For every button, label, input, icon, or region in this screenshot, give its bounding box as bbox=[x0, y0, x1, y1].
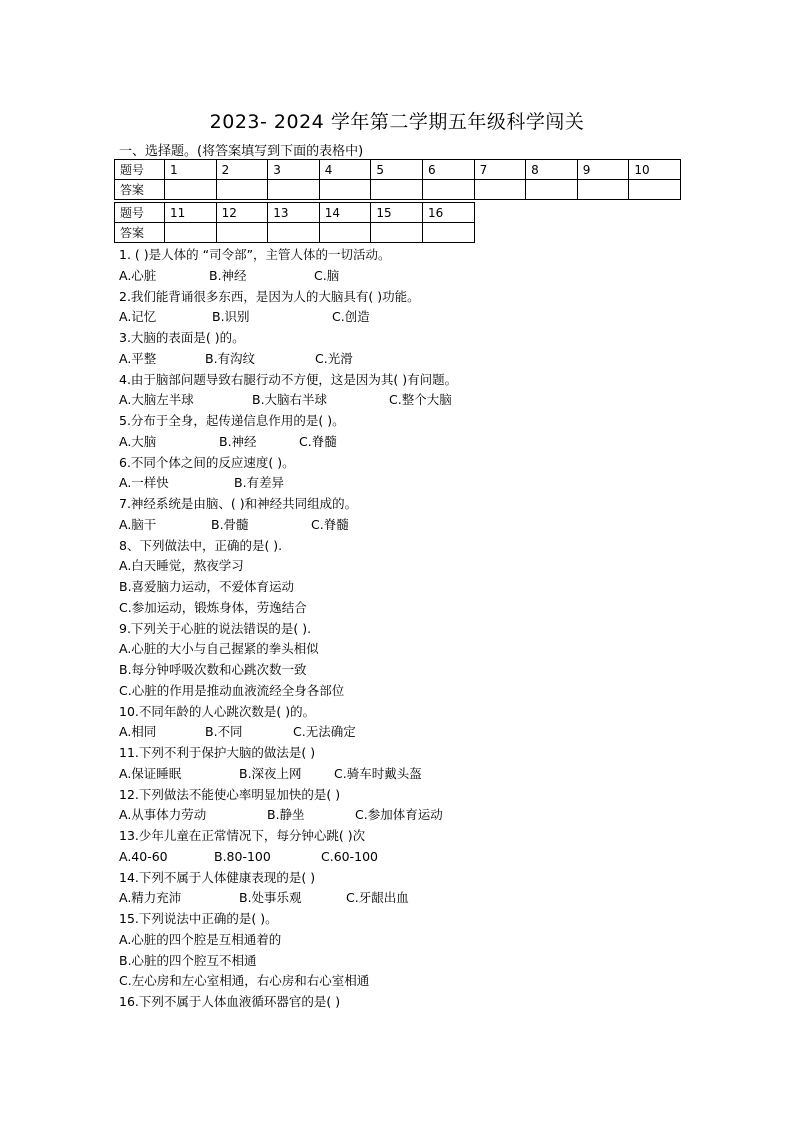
option-item[interactable]: C.脑 bbox=[314, 267, 340, 283]
answer-grid-2 bbox=[114, 202, 475, 243]
option-row bbox=[119, 307, 759, 328]
option-item[interactable]: A.记忆 bbox=[119, 309, 157, 325]
option-row bbox=[119, 888, 759, 909]
grid-answer-cell[interactable] bbox=[319, 180, 371, 200]
option-row bbox=[119, 764, 759, 785]
option-item[interactable]: A.40-60 bbox=[119, 848, 168, 864]
grid-answer-cell[interactable] bbox=[268, 223, 320, 243]
option-item[interactable]: C.心脏的作用是推动血液流经全身各部位 bbox=[119, 682, 345, 698]
grid-number-cell: 10 bbox=[629, 160, 681, 180]
option-item[interactable]: A.心脏 bbox=[119, 267, 157, 283]
option-item[interactable]: B.神经 bbox=[219, 433, 257, 449]
grid-answer-cell[interactable] bbox=[526, 180, 578, 200]
option-item[interactable]: B.识别 bbox=[212, 309, 250, 325]
option-item[interactable]: B.心脏的四个腔互不相通 bbox=[119, 952, 257, 968]
grid-answer-cell[interactable] bbox=[268, 180, 320, 200]
option-item[interactable]: C.脊髓 bbox=[299, 433, 337, 449]
question-text: 2.我们能背诵很多东西，是因为人的大脑具有( )功能。 bbox=[119, 288, 420, 304]
question-text: 11.下列不利于保护大脑的做法是( ) bbox=[119, 745, 316, 760]
page-title: 2023- 2024 学年第二学期五年级科学闯关 bbox=[209, 111, 585, 133]
grid-row-numbers bbox=[115, 160, 681, 180]
grid-number-cell: 7 bbox=[474, 160, 526, 180]
grid-label-number: 题号 bbox=[115, 203, 165, 223]
question-text: 16.下列不属于人体血液循环器官的是( ) bbox=[119, 994, 341, 1009]
grid-row-numbers bbox=[115, 203, 475, 223]
option-item[interactable]: A.心脏的四个腔是互相通着的 bbox=[119, 931, 282, 947]
grid-answer-cell[interactable] bbox=[165, 223, 217, 243]
question-text: 8、下列做法中，正确的是( ). bbox=[119, 537, 283, 553]
option-item[interactable]: B.有差异 bbox=[234, 475, 285, 491]
option-item[interactable]: B.喜爱脑力运动，不爱体育运动 bbox=[119, 579, 295, 594]
option-item[interactable]: C.光滑 bbox=[315, 350, 353, 366]
grid-number-cell: 14 bbox=[319, 203, 371, 223]
grid-label-number: 题号 bbox=[115, 160, 165, 180]
question-text: 15.下列说法中正确的是( )。 bbox=[119, 911, 278, 926]
question-text: 7.神经系统是由脑、( )和神经共同组成的。 bbox=[119, 496, 358, 511]
option-row bbox=[119, 349, 759, 370]
grid-number-cell: 12 bbox=[216, 203, 268, 223]
question-text: 5.分布于全身，起传递信息作用的是( )。 bbox=[119, 413, 345, 428]
option-row bbox=[119, 390, 759, 411]
question-text: 4.由于脑部问题导致右腿行动不方便，这是因为其( )有问题。 bbox=[119, 371, 458, 387]
option-item[interactable]: B.80-100 bbox=[214, 848, 271, 864]
option-item[interactable]: B.不同 bbox=[205, 724, 243, 740]
question-text: 14.下列不属于人体健康表现的是( ) bbox=[119, 869, 316, 885]
grid-number-cell: 8 bbox=[526, 160, 578, 180]
option-item[interactable]: C.脊髓 bbox=[311, 516, 349, 532]
grid-label-answer: 答案 bbox=[115, 223, 165, 243]
question-text: 10.不同年龄的人心跳次数是( )的。 bbox=[119, 703, 316, 719]
grid-answer-cell[interactable] bbox=[165, 180, 217, 200]
question-text: 3.大脑的表面是( )的。 bbox=[119, 330, 245, 345]
grid-number-cell: 4 bbox=[319, 160, 371, 180]
option-item[interactable]: C.60-100 bbox=[321, 848, 378, 864]
option-item[interactable]: A.从事体力劳动 bbox=[119, 807, 207, 823]
option-item[interactable]: A.白天睡觉，熬夜学习 bbox=[119, 558, 244, 574]
option-item[interactable]: C.整个大脑 bbox=[389, 392, 452, 408]
option-item[interactable]: A.相同 bbox=[119, 724, 157, 740]
option-row bbox=[119, 473, 759, 494]
option-item[interactable]: B.神经 bbox=[209, 267, 247, 283]
grid-number-cell: 13 bbox=[268, 203, 320, 223]
option-item[interactable]: A.精力充沛 bbox=[119, 890, 182, 906]
option-item[interactable]: C.参加运动，锻炼身体，劳逸结合 bbox=[119, 599, 307, 615]
grid-number-cell: 6 bbox=[422, 160, 474, 180]
option-item[interactable]: B.大脑右半球 bbox=[252, 392, 328, 408]
grid-answer-cell[interactable] bbox=[319, 223, 371, 243]
option-item[interactable]: A.脑干 bbox=[119, 516, 157, 532]
option-item[interactable]: C.左心房和左心室相通，右心房和右心室相通 bbox=[119, 973, 370, 989]
option-item[interactable]: B.静坐 bbox=[267, 807, 305, 823]
grid-number-cell: 9 bbox=[577, 160, 629, 180]
option-item[interactable]: A.保证睡眠 bbox=[119, 765, 182, 781]
option-item[interactable]: C.参加体育运动 bbox=[355, 807, 443, 823]
option-item[interactable]: A.心脏的大小与自己握紧的拳头相似 bbox=[119, 641, 319, 657]
question-text: 9.下列关于心脏的说法错误的是( ). bbox=[119, 620, 312, 636]
grid-number-cell: 1 bbox=[165, 160, 217, 180]
grid-answer-cell[interactable] bbox=[422, 223, 474, 243]
grid-answer-cell[interactable] bbox=[474, 180, 526, 200]
option-item[interactable]: C.创造 bbox=[332, 309, 370, 325]
question-text: 6.不同个体之间的反应速度( )。 bbox=[119, 454, 295, 470]
grid-number-cell: 11 bbox=[165, 203, 217, 223]
option-item[interactable]: B.有沟纹 bbox=[205, 350, 256, 366]
option-item[interactable]: C.骑车时戴头盔 bbox=[334, 765, 422, 781]
question-text: 12.下列做法不能使心率明显加快的是( ) bbox=[119, 786, 341, 802]
answer-grid-1 bbox=[114, 159, 681, 200]
grid-answer-cell[interactable] bbox=[371, 180, 423, 200]
grid-row-answers bbox=[115, 223, 475, 243]
option-item[interactable]: B.每分钟呼吸次数和心跳次数一致 bbox=[119, 662, 307, 677]
option-item[interactable]: A.平整 bbox=[119, 350, 157, 366]
grid-number-cell: 2 bbox=[216, 160, 268, 180]
option-row bbox=[119, 432, 759, 453]
option-item[interactable]: C.牙龈出血 bbox=[346, 890, 409, 906]
option-item[interactable]: A.大脑 bbox=[119, 433, 157, 449]
grid-number-cell: 15 bbox=[371, 203, 423, 223]
option-item[interactable]: C.无法确定 bbox=[293, 724, 356, 740]
option-row bbox=[119, 266, 759, 287]
grid-number-cell: 16 bbox=[422, 203, 474, 223]
option-row bbox=[119, 805, 759, 826]
option-item[interactable]: A.大脑左半球 bbox=[119, 392, 194, 408]
grid-answer-cell[interactable] bbox=[422, 180, 474, 200]
grid-label-answer: 答案 bbox=[115, 180, 165, 200]
grid-answer-cell[interactable] bbox=[216, 223, 268, 243]
grid-answer-cell[interactable] bbox=[216, 180, 268, 200]
grid-answer-cell[interactable] bbox=[629, 180, 681, 200]
grid-answer-cell[interactable] bbox=[577, 180, 629, 200]
option-item[interactable]: B.骨髓 bbox=[211, 516, 249, 532]
option-row bbox=[119, 847, 759, 868]
option-row bbox=[119, 722, 759, 743]
option-item[interactable]: A.一样快 bbox=[119, 475, 169, 491]
question-text: 1. ( )是人体的 “司令部”，主管人体的一切活动。 bbox=[119, 247, 391, 262]
question-list bbox=[119, 245, 759, 1013]
grid-row-answers bbox=[115, 180, 681, 200]
option-row bbox=[119, 515, 759, 536]
section-title: 一、选择题。(将答案填写到下面的表格中) bbox=[119, 144, 364, 159]
question-text: 13.少年儿童在正常情况下，每分钟心跳( )次 bbox=[119, 828, 366, 843]
grid-answer-cell[interactable] bbox=[371, 223, 423, 243]
grid-number-cell: 3 bbox=[268, 160, 320, 180]
option-item[interactable]: B.深夜上网 bbox=[239, 765, 302, 781]
grid-number-cell: 5 bbox=[371, 160, 423, 180]
option-item[interactable]: B.处事乐观 bbox=[239, 890, 302, 906]
